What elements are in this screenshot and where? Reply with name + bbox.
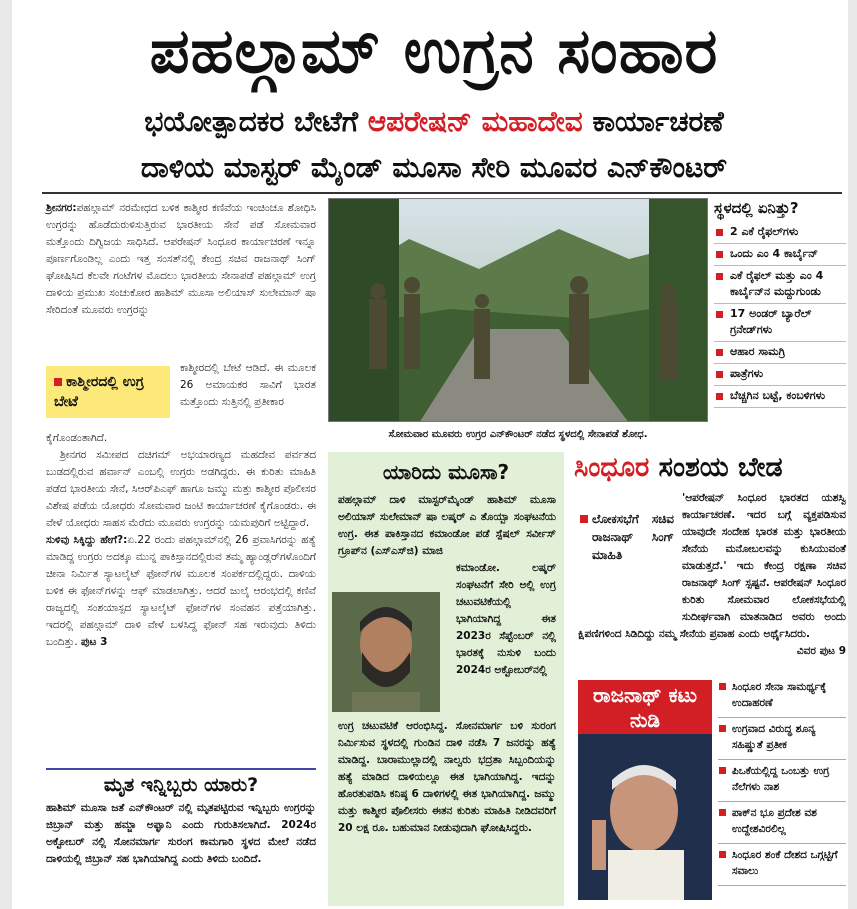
loksabha-tag-text: ಲೋಕಸಭೆಗೆ ಸಚಿವ ರಾಜನಾಥ್ ಸಿಂಗ್ ಮಾಹಿತಿ	[592, 512, 674, 562]
musa-text-2: ಕಮಾಂಡೋ. ಲಷ್ಕರ್ ಸಂಘಟನೆಗೆ ಸೇರಿ ಅಲ್ಲಿ ಉಗ್ರ ಚಟುವಟಿಕೆಯಲ್ಲಿ ಭಾಗಿಯಾಗಿದ್ದ ಈತ 2023ರ ಸೆಪ್ಟೆಂಬರ್ ನಲ್ಲಿ ಭಾರತಕ್ಕೆ ನುಸುಳಿ ಬಂದು 2024ರ ಅಕ್ಟೋಬರ್‌ನಲ್ಲಿ	[456, 562, 556, 676]
who-is-musa-title: ಯಾರಿದು ಮೂಸಾ?	[382, 460, 510, 484]
kashmir-tag	[46, 366, 170, 418]
page-ref-3: ಪುಟ 3	[81, 636, 108, 648]
clue-label: ಸುಳಿವು ಸಿಕ್ಕಿದ್ದು ಹೇಗೆ?:	[46, 534, 128, 546]
found-item: ಆಹಾರ ಸಾಮಗ್ರಿ	[714, 342, 846, 364]
musa-portrait	[332, 592, 440, 712]
found-item: ಎಕೆ ರೈಫಲ್ ಮತ್ತು ಎಂ 4 ಕಾರ್ಬೈನ್‌ನ ಮದ್ದುಗುಂಡು	[714, 266, 846, 304]
found-at-site-title: ಸ್ಥಳದಲ್ಲಿ ಏನಿತ್ತು?	[714, 199, 799, 217]
encounter-site-photo	[328, 198, 708, 422]
found-item: ಬೆಚ್ಚಗಿನ ಬಟ್ಟೆ, ಕಂಬಳಿಗಳು	[714, 386, 846, 408]
found-items-list	[714, 222, 846, 408]
sindhura-quote	[578, 490, 846, 660]
who-is-musa-box	[328, 452, 564, 906]
musa-text-3: ಉಗ್ರ ಚಟುವಟಿಕೆ ಆರಂಭಿಸಿದ್ದ. ಸೋನಮಾರ್ಗ ಬಳಿ ಸುರಂಗ ನಿರ್ಮಿಸುವ ಸ್ಥಳದಲ್ಲಿ ಗುಂಡಿನ ದಾಳಿ ನಡೆಸಿ 7 ಜನರನ್ನು ಹತ್ಯೆ ಮಾಡಿದ್ದ. ಬಾರಾಮುಲ್ಲಾದಲ್ಲಿ ನಾಲ್ವರು ಭದ್ರತಾ ಸಿಬ್ಬಂದಿಯನ್ನು ಹತ್ಯೆ ಮಾಡಿದ ದಾಳಿಯಲ್ಲೂ ಈತ ಭಾಗಿಯಾಗಿದ್ದ. ಇದನ್ನು ಹೊರತುಪಡಿಸಿ ಕನಿಷ್ಠ 6 ದಾಳಿಗಳಲ್ಲಿ ಈತ ಭಾಗಿಯಾಗಿದ್ದ. ಜಮ್ಮು ಮತ್ತು ಕಾಶ್ಮೀರ ಪೊಲೀಸರು ಈತನ ಕುರಿತು ಮಾಹಿತಿ ನೀಡಿದವರಿಗೆ 20 ಲಕ್ಷ ರೂ. ಬಹುಮಾನ ನೀಡುವುದಾಗಿ ಘೋಷಿಸಿದ್ದರು.	[338, 720, 556, 834]
subhead-1-after: ಕಾರ್ಯಾಚರಣೆ	[582, 105, 724, 138]
rajnath-points-list	[718, 676, 846, 886]
main-story-para-1-end: ಕೈಗೊಂಡಂತಾಗಿದೆ.	[46, 432, 108, 444]
sindhura-title-rest: ಸಂಶಯ ಬೇಡ	[649, 452, 783, 483]
found-item: 2 ಎಕೆ ರೈಫಲ್‌ಗಳು	[714, 222, 846, 244]
dead-others-text: ಹಾಶಿಮ್ ಮೂಸಾ ಜತೆ ಎನ್‌ಕೌಂಟರ್ ನಲ್ಲಿ ಮೃತಪಟ್ಟಿರುವ ಇನ್ನಿಬ್ಬರು ಉಗ್ರರನ್ನು ಜಿಬ್ರಾನ್ ಮತ್ತು ಹಮ್ಜಾ ಅಫ್ಘಾನಿ ಎಂದು ಗುರುತಿಸಲಾಗಿದೆ. 2024ರ ಅಕ್ಟೋಬರ್ ನಲ್ಲಿ ಸೋನಮಾರ್ಗ ಸುರಂಗ ಕಾಮಗಾರಿ ಸ್ಥಳದ ಮೇಲೆ ನಡೆದ ದಾಳಿಯಲ್ಲಿ ಜಿಬ್ರಾನ್ ಸಹ ಭಾಗಿಯಾಗಿದ್ದ ಎಂದು ತಿಳಿದು ಬಂದಿದೆ.	[46, 802, 316, 865]
main-story-top	[46, 200, 316, 319]
rajnath-point: ಸಿಂಧೂರ ಶಂಕೆ ದೇಶದ ಒಗ್ಗಟ್ಟಿಗೆ ಸವಾಲು	[718, 844, 846, 886]
main-story-para-1: ಪಹಲ್ಗಾಮ್ ನರಮೇಧದ ಬಳಿಕ ಕಾಶ್ಮೀರ ಕಣಿವೆಯ ಇಂಚಿಂಚೂ ಶೋಧಿಸಿ ಉಗ್ರರನ್ನು ಹೊಡೆದುರುಳಿಸುತ್ತಿರುವ ಭಾರತೀಯ ಸೇನೆ ಪಡೆ ಸೋಮವಾರ ಮತ್ತೊಂದು ದಿಗ್ವಿಜಯ ಸಾಧಿಸಿದೆ. ಆಪರೇಷನ್ ಸಿಂಧೂರ ಕಾರ್ಯಾಚರಣೆ ಇನ್ನೂ ಪೂರ್ಣಗೊಂಡಿಲ್ಲ ಎಂದು ಇತ್ತ ಸಂಸತ್‌ನಲ್ಲಿ ಕೇಂದ್ರ ಸಚಿವ ರಾಜನಾಥ್ ಸಿಂಗ್ ಘೋಷಿಸಿದ ಕೆಲವೇ ಗಂಟೆಗಳ ಮೊದಲು ಭಾರತೀಯ ಸೇನಾಪಡೆ ಪಹಲ್ಗಾಮ್ ಉಗ್ರ ದಾಳಿಯ ಪ್ರಮುಖ ಸಂಚುಕೋರ ಹಾಶಿಮ್ ಮೂಸಾ ಅಲಿಯಾಸ್ ಸುಲೇಮಾನ್ ಷಾ ಸೇರಿದಂತೆ ಮೂವರು ಉಗ್ರರನ್ನು	[46, 202, 316, 316]
operation-name: ಆಪರೇಷನ್ ಮಹಾದೇವ	[367, 105, 583, 138]
found-item: ಪಾತ್ರೆಗಳು	[714, 364, 846, 386]
subhead-1-before: ಭಯೋತ್ಪಾದಕರ ಬೇಟೆಗೆ	[144, 105, 368, 138]
kashmir-tag-text: ಕಾಶ್ಮೀರದಲ್ಲಿ ಉಗ್ರ ಬೇಟೆ	[54, 374, 144, 410]
rajnath-photo-box	[578, 680, 712, 900]
clue-text: ಏ.22 ರಂದು ಪಹಲ್ಗಾಮ್‌ನಲ್ಲಿ 26 ಪ್ರವಾಸಿಗರನ್ನು ಹತ್ಯೆ ಮಾಡಿದ್ದ ಉಗ್ರರು ಅದಕ್ಕೂ ಮುನ್ನ ಪಾಕಿಸ್ತಾನದಲ್ಲಿರುವ ತಮ್ಮ ಹ್ಯಾಂಡ್ಲರ್‌ಗಳೊಂದಿಗೆ ಚೀನಾ ನಿರ್ಮಿತ ಸ್ಯಾಟಲೈಟ್ ಫೋನ್‌ಗಳ ಮೂಲಕ ಸಂಪರ್ಕದಲ್ಲಿದ್ದರು. ದಾಳಿಯ ಬಳಿಕ ಈ ಫೋನ್‌ಗಳನ್ನು ಆಫ್ ಮಾಡಲಾಗಿತ್ತು. ಆದರೆ ಜುಲೈ ಆರಂಭದಲ್ಲಿ ಕಣಿವೆ ರಾಜ್ಯದಲ್ಲಿ ಸಂಶಯಾಸ್ಪದ ಸ್ಯಾಟಲೈಟ್ ಫೋನ್‌ಗಳ ಸಂವಹನ ಪತ್ತೆಯಾಗಿತ್ತು. ಇದರಲ್ಲಿ ಪಹಲ್ಗಾಮ್ ದಾಳಿ ವೇಳೆ ಬಳಸಿದ್ದ ಫೋನ್ ಸಹ ಇರುವುದು ತಿಳಿದು ಬಂದಿತ್ತು.	[46, 534, 316, 648]
square-bullet-icon	[580, 515, 588, 523]
rajnath-point: ಉಗ್ರವಾದ ವಿರುದ್ಧ ಶೂನ್ಯ ಸಹಿಷ್ಣುತೆ ಪ್ರತೀಕ	[718, 718, 846, 760]
portrait-illustration	[332, 592, 440, 712]
sindhura-quote-text: 'ಆಪರೇಷನ್ ಸಿಂಧೂರ ಭಾರತದ ಯಶಸ್ವಿ ಕಾರ್ಯಾಚರಣೆ. ಇದರ ಬಗ್ಗೆ ವ್ಯಕ್ತಪಡಿಸುವ ಯಾವುದೇ ಸಂದೇಹ ಭಾರತ ಮತ್ತು ಭಾರತೀಯ ಸೇನೆಯ ಮನೋಬಲವನ್ನು ಕುಸಿಯುವಂತೆ ಮಾಡುತ್ತದೆ.' ಇದು ಕೇಂದ್ರ ರಕ್ಷಣಾ ಸಚಿವ ರಾಜನಾಥ್ ಸಿಂಗ್ ಸ್ಪಷ್ಟನೆ. ಆಪರೇಷನ್ ಸಿಂಧೂರ ಕುರಿತು ಸೋಮವಾರ ಲೋಕಸಭೆಯಲ್ಲಿ ಸುದೀರ್ಘವಾಗಿ ಮಾತನಾಡಿದ ಅವರು ಅಂದು ಕ್ಷಿಪಣಿಗಳಿಂದ ಸಿಡಿದಿದ್ದು ನಮ್ಮ ಸೇನೆಯ ಪ್ರವಾಹ ಎಂದು ಅರ್ಥೈಸಿದರು.	[578, 492, 846, 640]
main-story-bottom	[46, 430, 316, 651]
found-at-site-box	[714, 198, 846, 408]
soldiers-search-illustration	[329, 199, 708, 422]
main-story-para-1-cont: ಕಾಶ್ಮೀರದಲ್ಲಿ ಬೇಟೆ ಆಡಿದೆ. ಈ ಮೂಲಕ 26 ಅಮಾಯಕರ ಸಾವಿಗೆ ಭಾರತ ಮತ್ತೊಂದು ಸುತ್ತಿನಲ್ಲಿ ಪ್ರತೀಕಾರ	[180, 362, 316, 408]
subheadline-1	[34, 102, 834, 142]
rajnath-point: ಸಿಂಧೂರ ಸೇನಾ ಸಾಮರ್ಥ್ಯಕ್ಕೆ ಉದಾಹರಣೆ	[718, 676, 846, 718]
loksabha-tag	[578, 510, 674, 620]
found-item: ಒಂದು ಎಂ 4 ಕಾರ್ಬೈನ್	[714, 244, 846, 266]
main-story-para-3	[46, 532, 316, 651]
dead-others-title: ಮೃತ ಇನ್ನಿಬ್ಬರು ಯಾರು?	[46, 768, 316, 800]
sindhura-section-title	[574, 450, 846, 486]
subheadline-2: ದಾಳಿಯ ಮಾಸ್ಟರ್ ಮೈಂಡ್ ಮೂಸಾ ಸೇರಿ ಮೂವರ ಎನ್‌ಕೌಂಟರ್	[140, 151, 728, 184]
photo-caption: ಸೋಮವಾರ ಮೂವರು ಉಗ್ರರ ಎನ್‌ಕೌಂಟರ್ ನಡೆದ ಸ್ಥಳದಲ್ಲಿ ಸೇನಾಪಡೆ ಶೋಧ.	[388, 429, 648, 440]
musa-text-1: ಪಹಲ್ಗಾಮ್ ದಾಳಿ ಮಾಸ್ಟರ್‌ಮೈಂಡ್ ಹಾಶಿಮ್ ಮೂಸಾ ಅಲಿಯಾಸ್ ಸುಲೇಮಾನ್ ಷಾ ಲಷ್ಕರ್ ಎ ತೊಯ್ಬಾ ಸಂಘಟನೆಯ ಉಗ್ರ. ಈತ ಪಾಕಿಸ್ತಾನದ ಕಮಾಂಡೋ ಪಡೆ ಸ್ಪೆಷಲ್ ಸರ್ವೀಸ್ ಗ್ರೂಪ್‌ನ (ಎಸ್‌ಎಸ್‌ಜಿ) ಮಾಜಿ	[338, 494, 556, 557]
sindhura-title-red: ಸಿಂಧೂರ	[574, 452, 650, 483]
rajnath-point: ಪಾಕ್‌ನ ಭೂ ಪ್ರದೇಶ ವಶ ಉದ್ದೇಶವಿರಲಿಲ್ಲ	[718, 802, 846, 844]
rajnath-banner: ರಾಜನಾಥ್ ಕಟು ನುಡಿ	[578, 680, 712, 734]
dead-others-box	[46, 768, 316, 868]
square-bullet-icon	[54, 378, 62, 386]
page-ref-9: ವಿವರ ಪುಟ 9	[796, 645, 846, 657]
dateline: ಶ್ರೀನಗರ:	[46, 202, 77, 214]
main-story-para-2: ಶ್ರೀನಗರ ಸಮೀಪದ ದಚಿಗಮ್ ಅಭಯಾರಣ್ಯದ ಮಹದೇವ ಪರ್ವತದ ಬುಡದಲ್ಲಿರುವ ಹರ್ವಾನ್ ಎಂಬಲ್ಲಿ ಉಗ್ರರು ಅಡಗಿದ್ದರು. ಈ ಕುರಿತು ಮಾಹಿತಿ ಪಡೆದ ಭಾರತೀಯ ಸೇನೆ, ಸಿಆರ್‌ಪಿಎಫ್ ಹಾಗೂ ಜಮ್ಮು ಮತ್ತು ಕಾಶ್ಮೀರ ಪೊಲೀಸರ ವಿಶೇಷ ಪಡೆಯ ಯೋಧರು ಸೋಮವಾರ ಜಂಟಿ ಕಾರ್ಯಾಚರಣೆ ಕೈಗೊಂಡರು. ಈ ವೇಳೆ ಯೋಧರು ಸಾಹಸ ಮೆರೆದು ಮೂವರು ಉಗ್ರರನ್ನು ಯಮಪುರಿಗೆ ಅಟ್ಟಿದ್ದಾರೆ.	[46, 449, 316, 529]
newspaper-page	[12, 0, 848, 909]
headline-rule	[42, 192, 842, 194]
found-item: 17 ಅಂಡರ್ ಬ್ಯಾರೆಲ್ ಗ್ರನೇಡ್‌ಗಳು	[714, 304, 846, 342]
rajnath-point: ಪಿಒಕೆಯಲ್ಲಿದ್ದ ಒಂಬತ್ತು ಉಗ್ರ ನೆಲೆಗಳು ನಾಶ	[718, 760, 846, 802]
headline: ಪಹಲ್ಗಾಮ್ ಉಗ್ರನ ಸಂಹಾರ	[149, 14, 719, 87]
